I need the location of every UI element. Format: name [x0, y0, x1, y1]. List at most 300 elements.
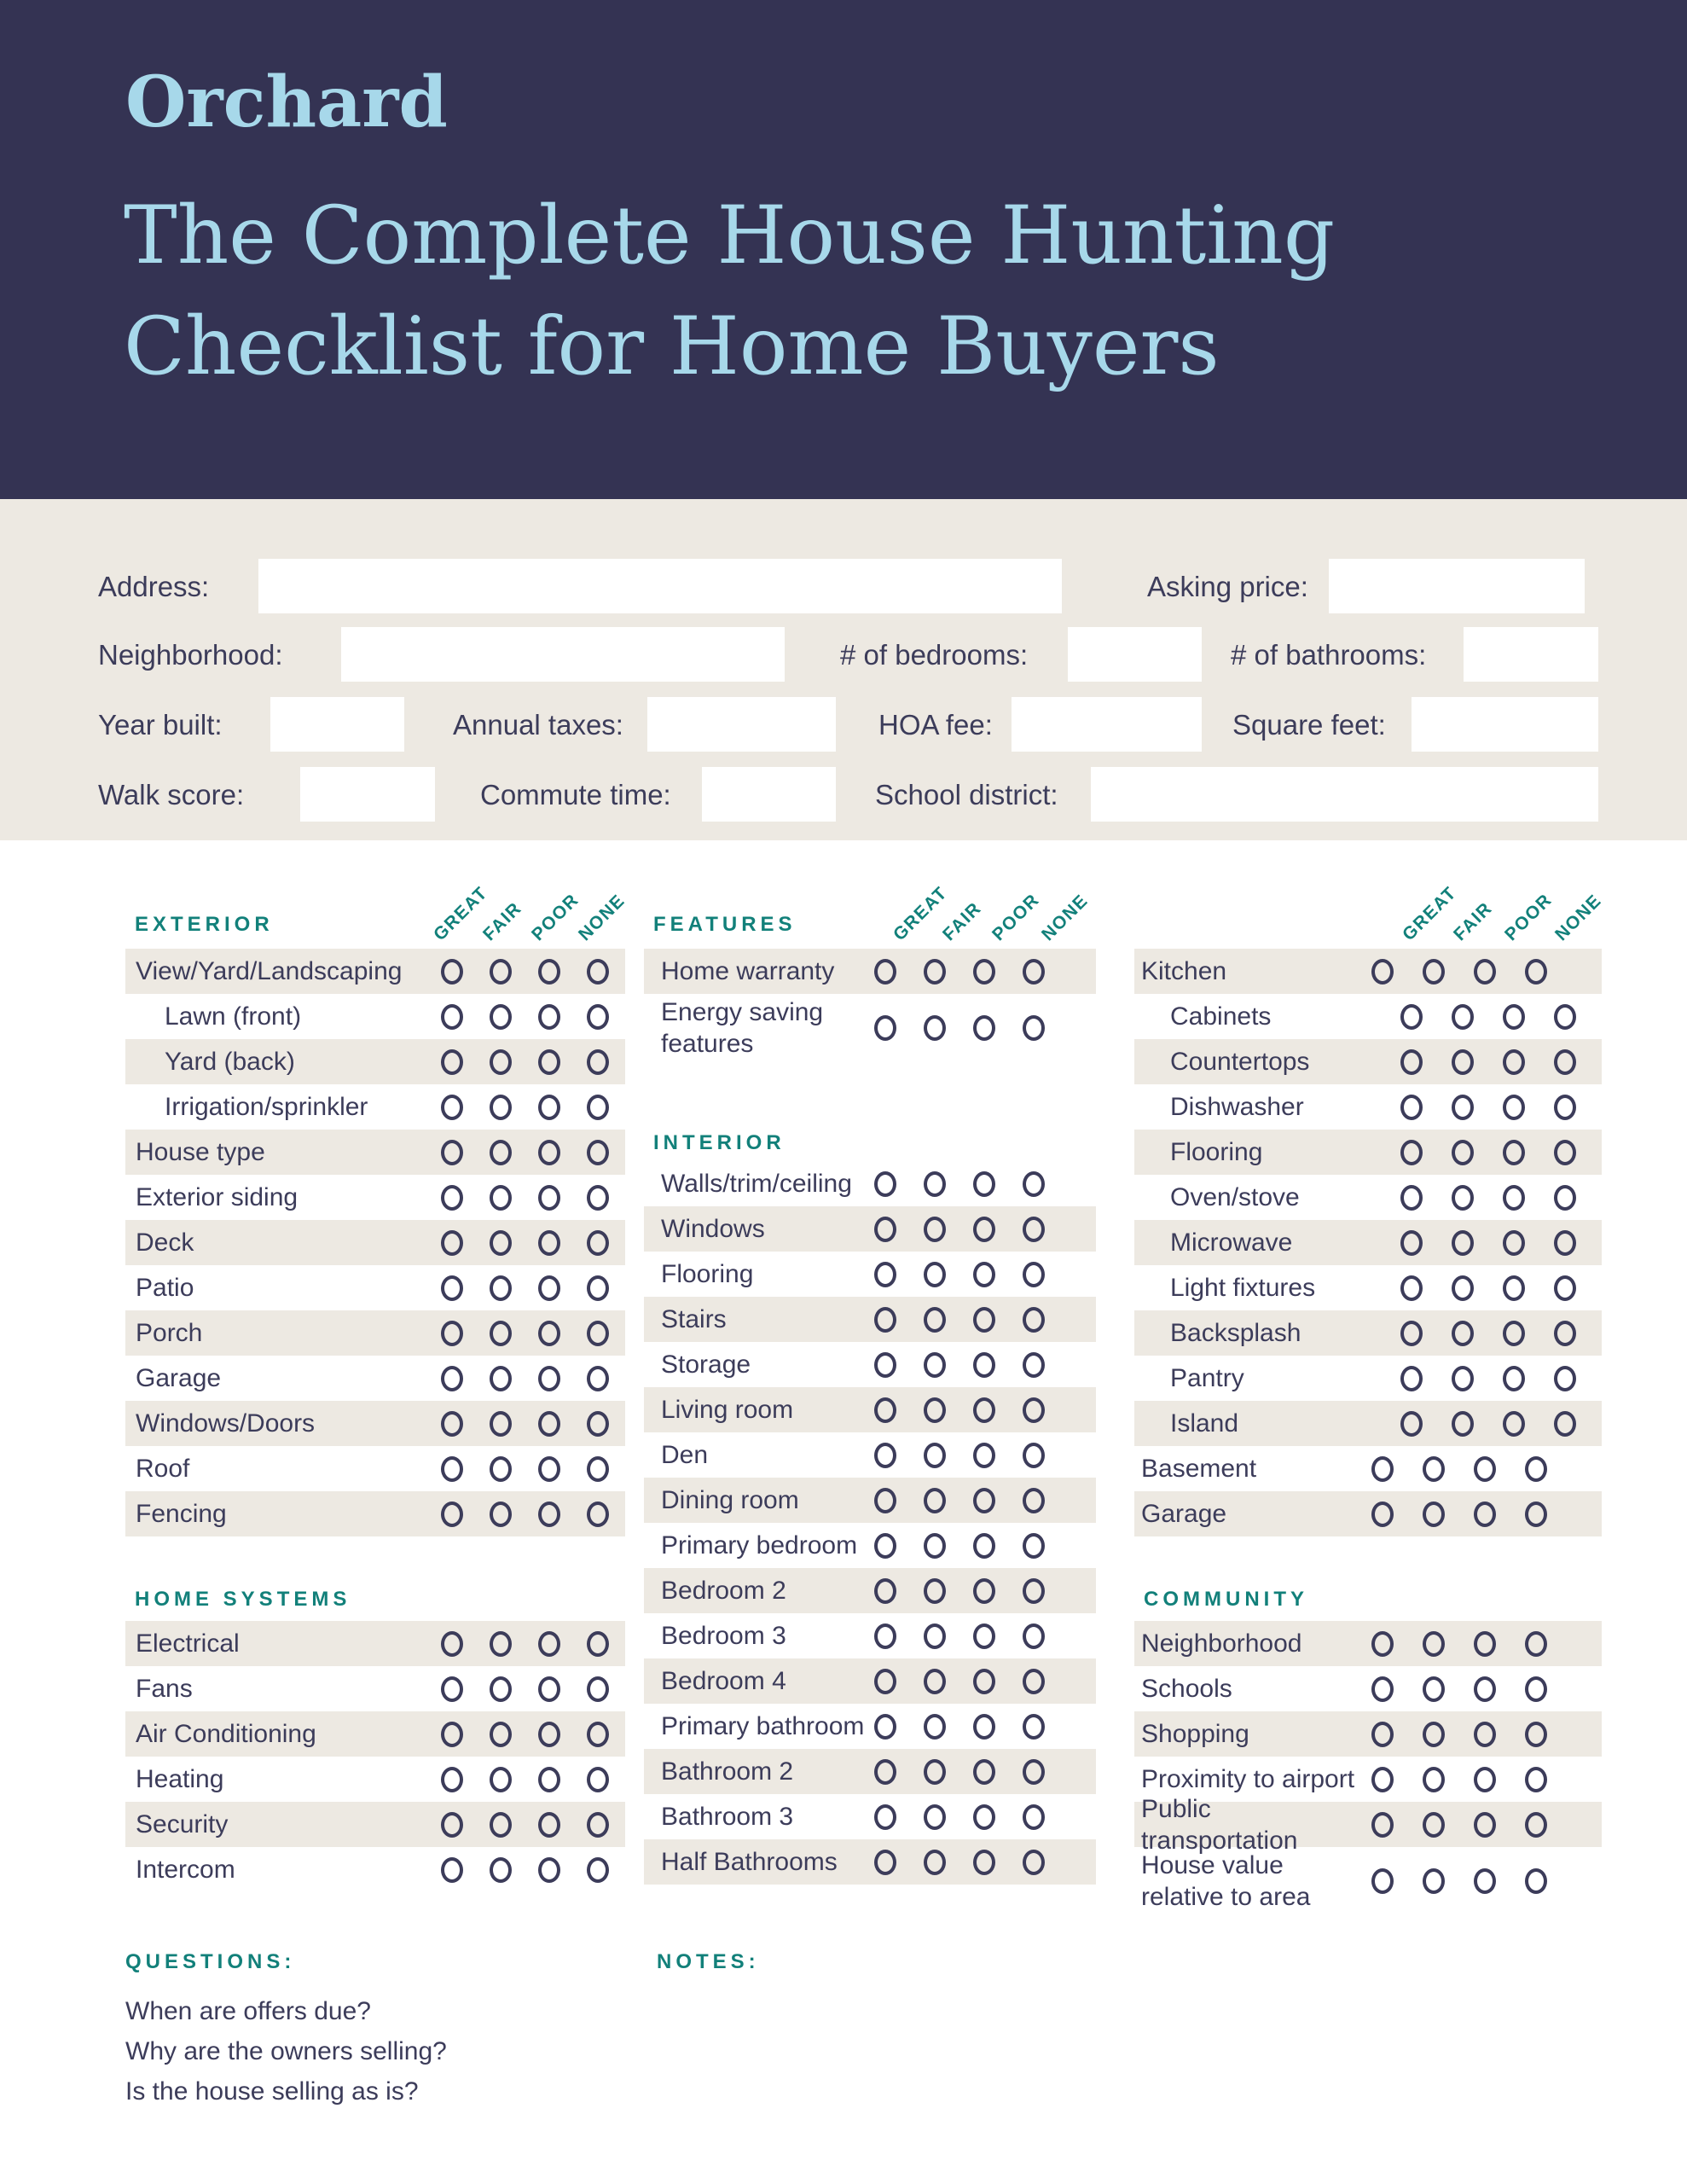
rating-circle-poor[interactable]	[973, 1714, 995, 1740]
rating-circle-none[interactable]	[1023, 1714, 1045, 1740]
rating-circle-poor[interactable]	[1474, 1502, 1496, 1527]
rating-circle-none[interactable]	[1023, 1397, 1045, 1423]
checklist-row-house-value-relative-to-area	[1134, 1847, 1602, 1915]
walk-score-input[interactable]	[300, 767, 435, 822]
rating-circle-none[interactable]	[587, 1049, 609, 1075]
checklist-row-exterior-siding	[125, 1175, 625, 1220]
rating-circle-poor[interactable]	[538, 1676, 560, 1702]
rating-circle-none[interactable]	[1023, 1759, 1045, 1785]
asking-price-input[interactable]	[1329, 559, 1585, 613]
rating-options	[1400, 1004, 1576, 1030]
rating-options	[441, 1004, 609, 1030]
rating-circle-great[interactable]	[874, 1669, 896, 1694]
section-title-features: FEATURES	[653, 913, 797, 936]
rating-circle-fair[interactable]	[1452, 1140, 1474, 1165]
rating-circle-poor[interactable]	[973, 1578, 995, 1604]
rating-circle-fair[interactable]	[490, 1185, 512, 1211]
rating-circle-fair[interactable]	[490, 1812, 512, 1838]
rating-circle-poor[interactable]	[1503, 1004, 1525, 1030]
rating-circle-fair[interactable]	[924, 1397, 946, 1423]
questions-title: QUESTIONS:	[125, 1950, 296, 1973]
rating-circle-fair[interactable]	[924, 1307, 946, 1333]
rating-circle-poor[interactable]	[538, 1095, 560, 1120]
rating-circle-none[interactable]	[587, 1812, 609, 1838]
rating-circle-none[interactable]	[1525, 1631, 1547, 1657]
rating-circle-none[interactable]	[1023, 959, 1045, 985]
rating-circle-none[interactable]	[1525, 959, 1547, 985]
annual-taxes-input[interactable]	[647, 697, 836, 752]
row-label: Dining room	[661, 1486, 799, 1514]
rating-circle-great[interactable]	[1371, 1812, 1394, 1838]
row-label: Public transportation	[1141, 1794, 1298, 1855]
rating-circle-great[interactable]	[441, 1049, 463, 1075]
rating-circle-poor[interactable]	[538, 1230, 560, 1256]
rating-circle-none[interactable]	[1023, 1850, 1045, 1875]
rating-circle-great[interactable]	[441, 1812, 463, 1838]
rating-circle-great[interactable]	[441, 1321, 463, 1346]
rating-circle-none[interactable]	[1554, 1140, 1576, 1165]
year-built-input[interactable]	[270, 697, 404, 752]
rating-circle-fair[interactable]	[1423, 1676, 1445, 1702]
row-label: Lawn (front)	[165, 1002, 302, 1031]
rating-circle-none[interactable]	[587, 1631, 609, 1657]
rating-circle-none[interactable]	[1023, 1488, 1045, 1513]
rating-circle-great[interactable]	[874, 1015, 896, 1041]
rating-circle-fair[interactable]	[924, 1850, 946, 1875]
rating-circle-poor[interactable]	[973, 1397, 995, 1423]
rating-circle-poor[interactable]	[973, 1804, 995, 1830]
rating-circle-fair[interactable]	[490, 1767, 512, 1792]
row-label: Den	[661, 1441, 709, 1469]
row-label: Energy saving features	[661, 998, 824, 1058]
rating-circle-fair[interactable]	[490, 1049, 512, 1075]
rating-circle-none[interactable]	[1554, 1366, 1576, 1391]
rating-circle-poor[interactable]	[1503, 1049, 1525, 1075]
row-label: Primary bathroom	[661, 1712, 865, 1740]
checklist-row-stairs	[644, 1297, 1096, 1342]
rating-circle-poor[interactable]	[538, 1049, 560, 1075]
rating-circle-great[interactable]	[1400, 1321, 1423, 1346]
field-label-hoa-fee: HOA fee:	[878, 709, 993, 741]
rating-circle-none[interactable]	[587, 1767, 609, 1792]
rating-circle-poor[interactable]	[1503, 1275, 1525, 1301]
rating-circle-fair[interactable]	[924, 1714, 946, 1740]
rating-circle-great[interactable]	[441, 1275, 463, 1301]
rating-circle-none[interactable]	[1554, 1049, 1576, 1075]
hoa-fee-input[interactable]	[1012, 697, 1202, 752]
rating-circle-none[interactable]	[1525, 1767, 1547, 1792]
rating-circle-none[interactable]	[587, 1004, 609, 1030]
rating-options	[874, 1262, 1045, 1287]
rating-circle-poor[interactable]	[1503, 1366, 1525, 1391]
school-district-input[interactable]	[1091, 767, 1598, 822]
rating-circle-fair[interactable]	[1452, 1049, 1474, 1075]
rating-circle-none[interactable]	[587, 1275, 609, 1301]
rating-circle-great[interactable]	[1400, 1275, 1423, 1301]
rating-circle-poor[interactable]	[1474, 1456, 1496, 1482]
rating-circle-poor[interactable]	[973, 1488, 995, 1513]
rating-circle-fair[interactable]	[490, 1411, 512, 1437]
rating-circle-none[interactable]	[1554, 1185, 1576, 1211]
rating-circle-poor[interactable]	[538, 1767, 560, 1792]
rating-options	[1371, 1767, 1547, 1792]
rating-circle-none[interactable]	[587, 1185, 609, 1211]
checklist-row-heating	[125, 1757, 625, 1802]
rating-circle-fair[interactable]	[1452, 1004, 1474, 1030]
rating-circle-none[interactable]	[1023, 1171, 1045, 1197]
rating-circle-none[interactable]	[587, 1366, 609, 1391]
rating-circle-poor[interactable]	[973, 1669, 995, 1694]
rating-circle-poor[interactable]	[973, 1443, 995, 1468]
rating-circle-none[interactable]	[1554, 1095, 1576, 1120]
rating-circle-fair[interactable]	[1423, 1502, 1445, 1527]
row-label: Home warranty	[661, 957, 835, 985]
rating-circle-poor[interactable]	[538, 1366, 560, 1391]
rating-circle-fair[interactable]	[924, 1217, 946, 1242]
rating-circle-none[interactable]	[587, 1095, 609, 1120]
rating-circle-none[interactable]	[587, 1140, 609, 1165]
rating-options	[441, 1049, 609, 1075]
commute-time-input[interactable]	[702, 767, 836, 822]
rating-circle-poor[interactable]	[1503, 1230, 1525, 1256]
rating-circle-fair[interactable]	[924, 1488, 946, 1513]
rating-circle-none[interactable]	[1525, 1868, 1547, 1894]
checklist-row-windows-doors	[125, 1401, 625, 1446]
rating-circle-fair[interactable]	[924, 1669, 946, 1694]
rating-circle-great[interactable]	[441, 1676, 463, 1702]
rating-circle-none[interactable]	[1554, 1321, 1576, 1346]
bathrooms-input[interactable]	[1464, 627, 1598, 682]
rating-circle-great[interactable]	[874, 1488, 896, 1513]
field-label-bedrooms: # of bedrooms:	[840, 639, 1029, 671]
rating-circle-great[interactable]	[1400, 1004, 1423, 1030]
rating-circle-fair[interactable]	[924, 1804, 946, 1830]
rating-circle-poor[interactable]	[538, 1812, 560, 1838]
rating-circle-none[interactable]	[587, 1411, 609, 1437]
rating-circle-great[interactable]	[441, 1140, 463, 1165]
rating-circle-poor[interactable]	[973, 1171, 995, 1197]
row-label: Deck	[136, 1228, 194, 1257]
rating-circle-fair[interactable]	[490, 1631, 512, 1657]
rating-circle-great[interactable]	[1371, 1767, 1394, 1792]
rating-circle-poor[interactable]	[973, 1850, 995, 1875]
checklist-row-electrical	[125, 1621, 625, 1666]
rating-circle-great[interactable]	[441, 1857, 463, 1883]
field-label-asking-price: Asking price:	[1147, 571, 1308, 602]
rating-circle-fair[interactable]	[1423, 1868, 1445, 1894]
rating-circle-none[interactable]	[1525, 1722, 1547, 1747]
rating-circle-fair[interactable]	[1452, 1411, 1474, 1437]
rating-options	[1400, 1140, 1576, 1165]
rating-options	[874, 1307, 1045, 1333]
rating-circle-poor[interactable]	[973, 1759, 995, 1785]
notes-title: NOTES:	[657, 1950, 760, 1973]
rating-options	[874, 1397, 1045, 1423]
rating-circle-none[interactable]	[1023, 1804, 1045, 1830]
row-label: Living room	[661, 1396, 794, 1424]
rating-circle-fair[interactable]	[490, 1676, 512, 1702]
rating-circle-great[interactable]	[874, 1578, 896, 1604]
row-label: Countertops	[1170, 1048, 1310, 1076]
rating-circle-great[interactable]	[1371, 1631, 1394, 1657]
rating-circle-poor[interactable]	[1503, 1140, 1525, 1165]
rating-circle-great[interactable]	[441, 1004, 463, 1030]
rating-circle-fair[interactable]	[490, 1321, 512, 1346]
rating-circle-great[interactable]	[441, 1185, 463, 1211]
address-input[interactable]	[258, 559, 1062, 613]
rating-circle-poor[interactable]	[538, 1857, 560, 1883]
checklist-column-3	[1134, 874, 1606, 1915]
rating-circle-poor[interactable]	[973, 959, 995, 985]
rating-circle-poor[interactable]	[1503, 1411, 1525, 1437]
rating-circle-fair[interactable]	[1452, 1366, 1474, 1391]
rating-options	[1371, 1631, 1547, 1657]
rating-circle-fair[interactable]	[490, 1502, 512, 1527]
rating-circle-fair[interactable]	[924, 1352, 946, 1378]
rating-circle-great[interactable]	[1400, 1185, 1423, 1211]
rating-options	[874, 959, 1045, 985]
rating-circle-none[interactable]	[1023, 1443, 1045, 1468]
rating-circle-fair[interactable]	[1423, 1631, 1445, 1657]
rating-circle-poor[interactable]	[538, 1275, 560, 1301]
rating-circle-great[interactable]	[874, 1804, 896, 1830]
row-label: Exterior siding	[136, 1183, 299, 1211]
rating-circle-none[interactable]	[1554, 1230, 1576, 1256]
rating-circle-great[interactable]	[1371, 1868, 1394, 1894]
rating-options	[441, 1095, 609, 1120]
rating-circle-great[interactable]	[874, 1171, 896, 1197]
rating-circle-great[interactable]	[1371, 1676, 1394, 1702]
row-label: Island	[1170, 1409, 1239, 1438]
rating-circle-great[interactable]	[874, 1217, 896, 1242]
row-label: Bedroom 4	[661, 1667, 786, 1695]
rating-circle-none[interactable]	[1023, 1262, 1045, 1287]
checklist-row-flooring	[644, 1252, 1096, 1297]
rating-circle-great[interactable]	[874, 1307, 896, 1333]
rating-circle-fair[interactable]	[490, 1230, 512, 1256]
rating-circle-great[interactable]	[1371, 959, 1394, 985]
field-label-neighborhood: Neighborhood:	[98, 639, 283, 671]
rating-circle-great[interactable]	[1371, 1456, 1394, 1482]
rating-options	[441, 1411, 609, 1437]
rating-circle-fair[interactable]	[1452, 1321, 1474, 1346]
rating-circle-fair[interactable]	[924, 1171, 946, 1197]
rating-circle-none[interactable]	[1525, 1812, 1547, 1838]
rating-circle-poor[interactable]	[538, 1456, 560, 1482]
rating-circle-poor[interactable]	[538, 1411, 560, 1437]
rating-circle-great[interactable]	[1400, 1411, 1423, 1437]
rating-circle-fair[interactable]	[924, 1533, 946, 1559]
rating-circle-great[interactable]	[874, 1623, 896, 1649]
rating-circle-great[interactable]	[441, 1722, 463, 1747]
rating-circle-poor[interactable]	[538, 1631, 560, 1657]
rating-circle-fair[interactable]	[1452, 1095, 1474, 1120]
rating-circle-fair[interactable]	[1423, 1456, 1445, 1482]
rating-circle-poor[interactable]	[973, 1307, 995, 1333]
rating-circle-poor[interactable]	[973, 1623, 995, 1649]
rating-options	[874, 1804, 1045, 1830]
rating-circle-great[interactable]	[441, 1366, 463, 1391]
rating-circle-fair[interactable]	[490, 1004, 512, 1030]
rating-circle-poor[interactable]	[538, 1185, 560, 1211]
rating-circle-poor[interactable]	[538, 1140, 560, 1165]
rating-circle-great[interactable]	[874, 1759, 896, 1785]
rating-circle-none[interactable]	[1023, 1307, 1045, 1333]
rating-options	[1371, 1812, 1547, 1838]
rating-circle-none[interactable]	[1023, 1015, 1045, 1041]
rating-circle-great[interactable]	[1400, 1230, 1423, 1256]
rating-circle-poor[interactable]	[973, 1533, 995, 1559]
rating-circle-great[interactable]	[1371, 1722, 1394, 1747]
rating-circle-great[interactable]	[874, 959, 896, 985]
rating-circle-poor[interactable]	[1474, 959, 1496, 985]
rating-circle-great[interactable]	[441, 1502, 463, 1527]
rating-circle-fair[interactable]	[924, 1262, 946, 1287]
rating-circle-poor[interactable]	[1503, 1095, 1525, 1120]
rating-circle-none[interactable]	[1525, 1676, 1547, 1702]
rating-circle-none[interactable]	[587, 1321, 609, 1346]
rating-circle-poor[interactable]	[1474, 1631, 1496, 1657]
rating-circle-great[interactable]	[1400, 1095, 1423, 1120]
rating-circle-great[interactable]	[874, 1850, 896, 1875]
rating-circle-fair[interactable]	[1452, 1230, 1474, 1256]
rating-circle-poor[interactable]	[538, 1502, 560, 1527]
rating-circle-poor[interactable]	[973, 1262, 995, 1287]
rating-circle-poor[interactable]	[973, 1015, 995, 1041]
rating-circle-fair[interactable]	[490, 959, 512, 985]
row-label: Basement	[1141, 1455, 1257, 1483]
rating-circle-none[interactable]	[1023, 1578, 1045, 1604]
rating-options	[441, 1676, 609, 1702]
row-label: Garage	[136, 1364, 222, 1392]
checklist-row-home-warranty	[644, 949, 1096, 994]
rating-circle-poor[interactable]	[1503, 1185, 1525, 1211]
rating-options	[1400, 1230, 1576, 1256]
rating-options	[441, 959, 609, 985]
rating-circle-none[interactable]	[1023, 1623, 1045, 1649]
rating-circle-none[interactable]	[1554, 1004, 1576, 1030]
rating-circle-fair[interactable]	[490, 1140, 512, 1165]
rating-circle-great[interactable]	[874, 1262, 896, 1287]
rating-circle-none[interactable]	[587, 959, 609, 985]
rating-circle-fair[interactable]	[924, 1443, 946, 1468]
rating-circle-none[interactable]	[1554, 1411, 1576, 1437]
rating-circle-fair[interactable]	[1452, 1185, 1474, 1211]
row-label: Intercom	[136, 1856, 235, 1884]
rating-circle-fair[interactable]	[1423, 1722, 1445, 1747]
checklist-row-house-type	[125, 1130, 625, 1175]
rating-circle-none[interactable]	[1023, 1533, 1045, 1559]
page-title-line2: Checklist for Home Buyers	[124, 300, 1220, 393]
ratings-header-band	[644, 874, 1096, 949]
rating-circle-fair[interactable]	[924, 1759, 946, 1785]
rating-circle-great[interactable]	[874, 1714, 896, 1740]
rating-circle-none[interactable]	[1023, 1669, 1045, 1694]
rating-circle-none[interactable]	[587, 1230, 609, 1256]
rating-circle-fair[interactable]	[1452, 1275, 1474, 1301]
rating-circle-poor[interactable]	[538, 1004, 560, 1030]
rating-circle-fair[interactable]	[490, 1095, 512, 1120]
rating-circle-poor[interactable]	[973, 1352, 995, 1378]
rating-circle-great[interactable]	[441, 1095, 463, 1120]
rating-circle-great[interactable]	[441, 1230, 463, 1256]
rating-circle-great[interactable]	[1371, 1502, 1394, 1527]
bedrooms-input[interactable]	[1068, 627, 1202, 682]
rating-circle-fair[interactable]	[924, 1623, 946, 1649]
rating-circle-fair[interactable]	[1423, 959, 1445, 985]
row-label: House type	[136, 1138, 265, 1166]
rating-circle-great[interactable]	[1400, 1049, 1423, 1075]
rating-circle-poor[interactable]	[538, 1722, 560, 1747]
rating-options	[1371, 1456, 1547, 1482]
rating-circle-fair[interactable]	[490, 1456, 512, 1482]
checklist-row-bedroom-2	[644, 1568, 1096, 1613]
rating-circle-great[interactable]	[874, 1397, 896, 1423]
rating-circle-great[interactable]	[441, 1411, 463, 1437]
checklist-row-bathroom-2	[644, 1749, 1096, 1794]
rating-circle-fair[interactable]	[1423, 1812, 1445, 1838]
neighborhood-input[interactable]	[341, 627, 785, 682]
rating-circle-great[interactable]	[1400, 1140, 1423, 1165]
rating-circle-none[interactable]	[1525, 1502, 1547, 1527]
rating-circle-none[interactable]	[587, 1502, 609, 1527]
checklist-row-view-yard-landscaping	[125, 949, 625, 994]
rating-circle-fair[interactable]	[924, 1015, 946, 1041]
rating-circle-great[interactable]	[874, 1352, 896, 1378]
rating-circle-great[interactable]	[441, 1767, 463, 1792]
rating-options	[1371, 959, 1547, 985]
row-label: Windows/Doors	[136, 1409, 316, 1438]
rating-circle-fair[interactable]	[924, 1578, 946, 1604]
rating-circle-poor[interactable]	[1474, 1812, 1496, 1838]
field-label-school-district: School district:	[875, 779, 1058, 810]
rating-circle-fair[interactable]	[490, 1366, 512, 1391]
rating-circle-great[interactable]	[441, 1631, 463, 1657]
checklist-row-bedroom-4	[644, 1658, 1096, 1704]
property-info-form	[0, 499, 1687, 840]
rating-circle-none[interactable]	[587, 1722, 609, 1747]
rating-circle-great[interactable]	[874, 1443, 896, 1468]
rating-circle-none[interactable]	[587, 1857, 609, 1883]
rating-circle-poor[interactable]	[1474, 1722, 1496, 1747]
rating-circle-poor[interactable]	[1503, 1321, 1525, 1346]
rating-circle-fair[interactable]	[490, 1857, 512, 1883]
rating-circle-fair[interactable]	[490, 1722, 512, 1747]
rating-circle-fair[interactable]	[1423, 1767, 1445, 1792]
rating-circle-none[interactable]	[1023, 1217, 1045, 1242]
rating-circle-none[interactable]	[587, 1676, 609, 1702]
rating-circle-great[interactable]	[441, 1456, 463, 1482]
rating-circle-poor[interactable]	[538, 1321, 560, 1346]
rating-circle-poor[interactable]	[1474, 1868, 1496, 1894]
row-label: Microwave	[1170, 1228, 1293, 1257]
rating-circle-fair[interactable]	[924, 959, 946, 985]
rating-circle-poor[interactable]	[538, 959, 560, 985]
rating-circle-none[interactable]	[587, 1456, 609, 1482]
rating-circle-poor[interactable]	[1474, 1767, 1496, 1792]
square-feet-input[interactable]	[1412, 697, 1598, 752]
rating-circle-none[interactable]	[1554, 1275, 1576, 1301]
rating-circle-great[interactable]	[441, 959, 463, 985]
row-label: Backsplash	[1170, 1319, 1301, 1347]
rating-circle-great[interactable]	[874, 1533, 896, 1559]
rating-circle-poor[interactable]	[973, 1217, 995, 1242]
rating-circle-great[interactable]	[1400, 1366, 1423, 1391]
rating-circle-fair[interactable]	[490, 1275, 512, 1301]
rating-circle-none[interactable]	[1023, 1352, 1045, 1378]
rating-circle-poor[interactable]	[1474, 1676, 1496, 1702]
rating-circle-none[interactable]	[1525, 1456, 1547, 1482]
